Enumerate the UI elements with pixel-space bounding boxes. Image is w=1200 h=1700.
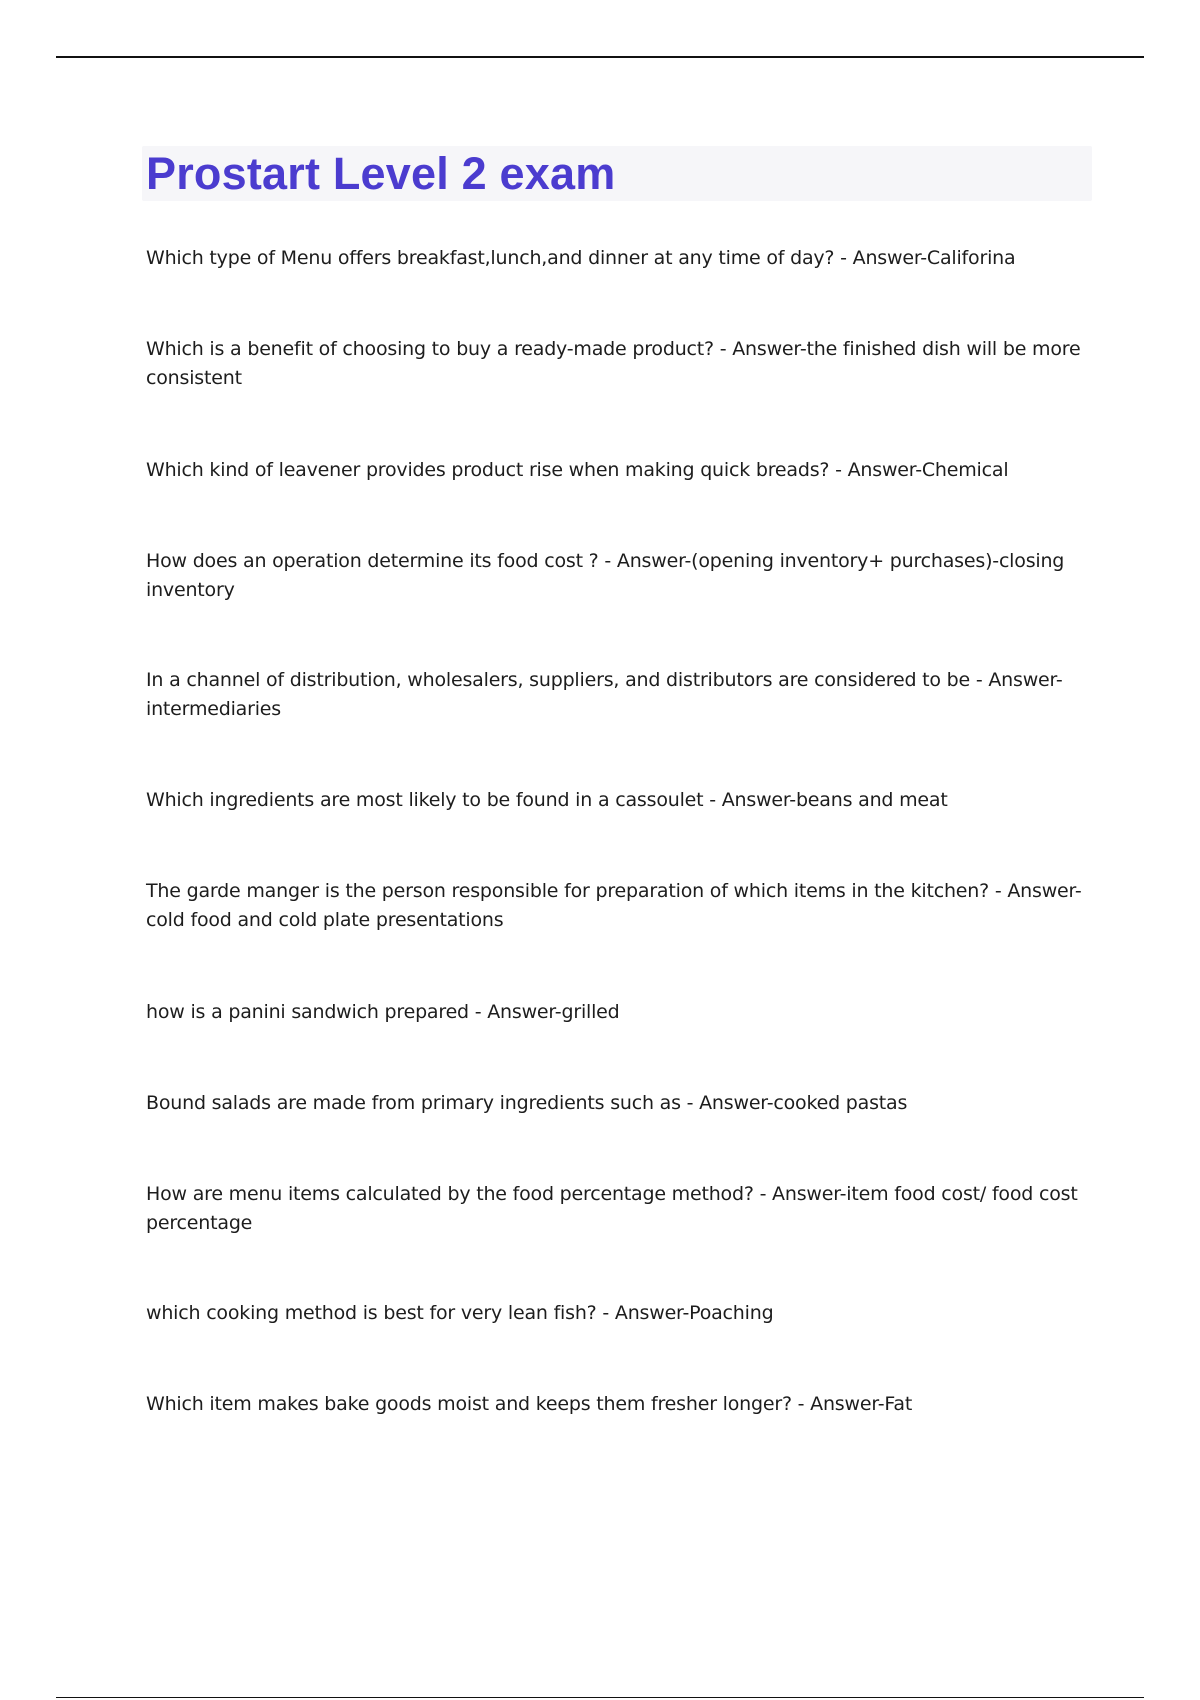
qa-item-8: how is a panini sandwich prepared - Answer-grilled: [146, 1001, 620, 1023]
qa-item-10: How are menu items calculated by the food percentage method? - Answer-item food cost/ food cost percentage: [146, 1183, 1078, 1234]
top-rule: [56, 56, 1144, 58]
page-title: Prostart Level 2 exam: [146, 148, 616, 199]
qa-item-5: In a channel of distribution, wholesalers, suppliers, and distributors are considered to be - Answer-intermediaries: [146, 669, 1063, 720]
qa-item-2: Which is a benefit of choosing to buy a ready-made product? - Answer-the finished dish will be more consistent: [146, 338, 1081, 389]
qa-item-7: The garde manger is the person responsible for preparation of which items in the kitchen? - Answer-cold food and cold plate presentations: [146, 880, 1082, 931]
qa-item-11: which cooking method is best for very lean fish? - Answer-Poaching: [146, 1302, 774, 1324]
qa-item-6: Which ingredients are most likely to be found in a cassoulet - Answer-beans and meat: [146, 789, 948, 811]
qa-item-4: How does an operation determine its food cost ? - Answer-(opening inventory+ purchases)-closing inventory: [146, 550, 1065, 601]
qa-item-3: Which kind of leavener provides product rise when making quick breads? - Answer-Chemical: [146, 459, 1009, 481]
bottom-rule: [56, 1697, 1144, 1698]
qa-item-1: Which type of Menu offers breakfast,lunch,and dinner at any time of day? - Answer-Califorina: [146, 247, 1016, 269]
qa-item-12: Which item makes bake goods moist and keeps them fresher longer? - Answer-Fat: [146, 1393, 913, 1415]
qa-item-9: Bound salads are made from primary ingredients such as - Answer-cooked pastas: [146, 1092, 908, 1114]
